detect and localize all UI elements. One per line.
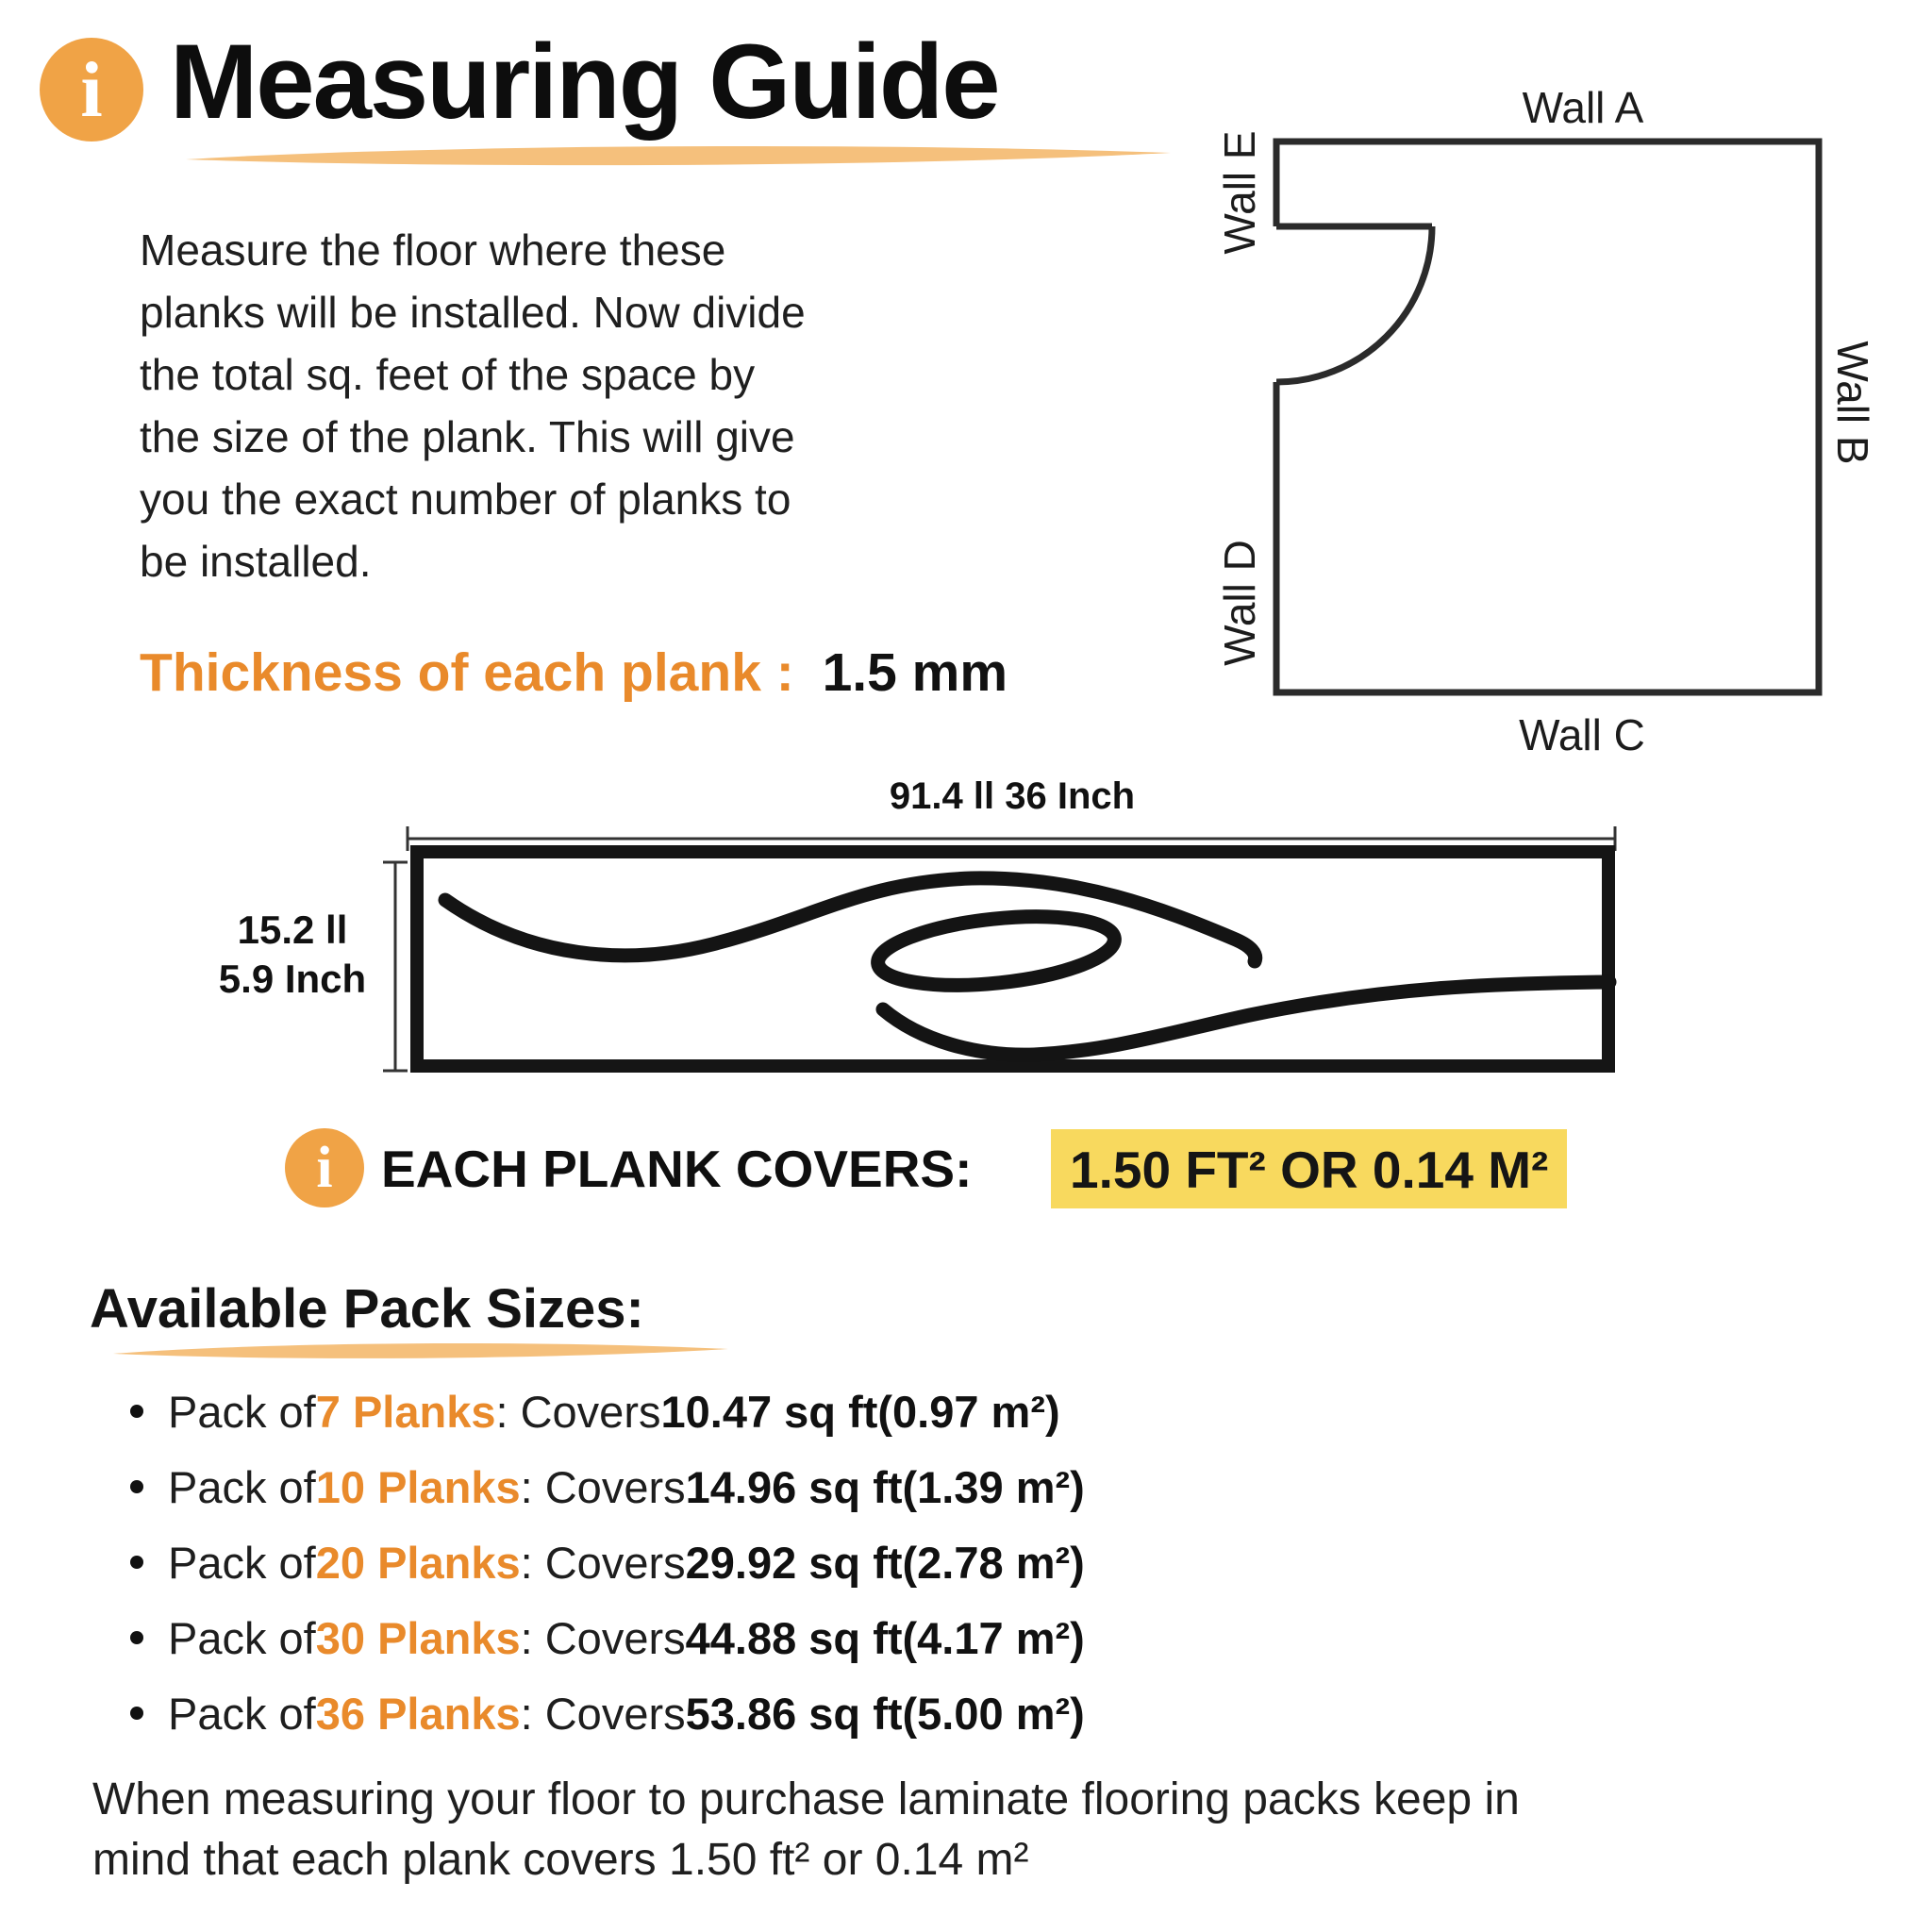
pack-area-metric: (5.00 m²) <box>902 1688 1085 1739</box>
pack-area-sqft: 29.92 sq ft <box>685 1537 903 1588</box>
title-underline-swoosh <box>184 142 1173 170</box>
thickness-value: 1.5 mm <box>822 642 1008 703</box>
wall-e-label: Wall E <box>1215 130 1264 255</box>
pack-prefix: Pack of <box>168 1612 316 1663</box>
intro-paragraph <box>140 219 806 592</box>
intro-line: Measure the floor where these <box>140 225 726 275</box>
pack-mid: : Covers <box>520 1612 686 1663</box>
plank-thickness <box>140 641 1008 704</box>
pack-mid: : Covers <box>520 1461 686 1512</box>
pack-prefix: Pack of <box>168 1688 316 1739</box>
plank-diagram <box>358 783 1651 1094</box>
pack-size-list <box>130 1374 1085 1751</box>
coverage-label: EACH PLANK COVERS: <box>381 1140 973 1198</box>
pack-list-item <box>130 1675 1085 1751</box>
intro-line: planks will be installed. Now divide <box>140 288 806 337</box>
pack-area-sqft: 10.47 sq ft <box>660 1386 878 1437</box>
pack-quantity: 20 Planks <box>315 1537 521 1588</box>
pack-area-sqft: 14.96 sq ft <box>685 1461 903 1512</box>
coverage-value-highlight: 1.50 FT² OR 0.14 M² <box>1051 1129 1567 1208</box>
intro-line: the size of the plank. This will give <box>140 412 795 461</box>
pack-area-metric: (1.39 m²) <box>902 1461 1085 1512</box>
wall-c-label: Wall C <box>1519 710 1645 759</box>
pack-list-item <box>130 1524 1085 1600</box>
pack-area-sqft: 44.88 sq ft <box>685 1612 903 1663</box>
info-icon <box>285 1128 364 1208</box>
pack-prefix: Pack of <box>168 1537 316 1588</box>
heading-underline-swoosh <box>111 1340 730 1362</box>
page-title: Measuring Guide <box>170 23 999 141</box>
intro-line: the total sq. feet of the space by <box>140 350 756 399</box>
pack-sizes-heading: Available Pack Sizes: <box>90 1278 644 1340</box>
bullet-dot-icon <box>130 1480 143 1493</box>
wall-b-label: Wall B <box>1828 341 1877 465</box>
wall-a-label: Wall A <box>1522 83 1644 132</box>
wall-d-label: Wall D <box>1215 540 1264 666</box>
pack-area-metric: (2.78 m²) <box>902 1537 1085 1588</box>
pack-list-item <box>130 1600 1085 1675</box>
door-swing-arc <box>1276 226 1432 382</box>
plank-height-cm: 15.2 ll <box>237 908 348 952</box>
pack-quantity: 7 Planks <box>315 1386 496 1437</box>
info-icon-glyph: i <box>80 45 103 134</box>
bullet-dot-icon <box>130 1631 143 1644</box>
pack-prefix: Pack of <box>168 1386 316 1437</box>
thickness-label: Thickness of each plank : <box>140 642 794 703</box>
room-floorplan-diagram <box>1217 85 1932 745</box>
pack-area-sqft: 53.86 sq ft <box>685 1688 903 1739</box>
pack-prefix: Pack of <box>168 1461 316 1512</box>
height-dimension-line <box>383 862 408 1071</box>
info-icon <box>40 38 143 142</box>
plank-width-dimension: 91.4 ll 36 Inch <box>889 775 1136 817</box>
pack-quantity: 36 Planks <box>315 1688 521 1739</box>
info-icon-glyph: i <box>316 1135 333 1200</box>
pack-quantity: 10 Planks <box>315 1461 521 1512</box>
bullet-dot-icon <box>130 1707 143 1720</box>
pack-area-metric: (0.97 m²) <box>877 1386 1060 1437</box>
bullet-dot-icon <box>130 1556 143 1569</box>
footer-line: When measuring your floor to purchase laminate flooring packs keep in <box>92 1774 1520 1824</box>
pack-mid: : Covers <box>520 1537 686 1588</box>
intro-line: you the exact number of planks to <box>140 475 791 524</box>
pack-list-item <box>130 1374 1085 1449</box>
bullet-dot-icon <box>130 1405 143 1418</box>
pack-quantity: 30 Planks <box>315 1612 521 1663</box>
intro-line: be installed. <box>140 537 372 586</box>
footer-note <box>92 1770 1520 1890</box>
pack-mid: : Covers <box>495 1386 661 1437</box>
pack-list-item <box>130 1449 1085 1524</box>
pack-area-metric: (4.17 m²) <box>902 1612 1085 1663</box>
plank-height-inch: 5.9 Inch <box>218 957 367 1001</box>
footer-line: mind that each plank covers 1.50 ft² or 0.14 m² <box>92 1835 1029 1885</box>
pack-mid: : Covers <box>520 1688 686 1739</box>
